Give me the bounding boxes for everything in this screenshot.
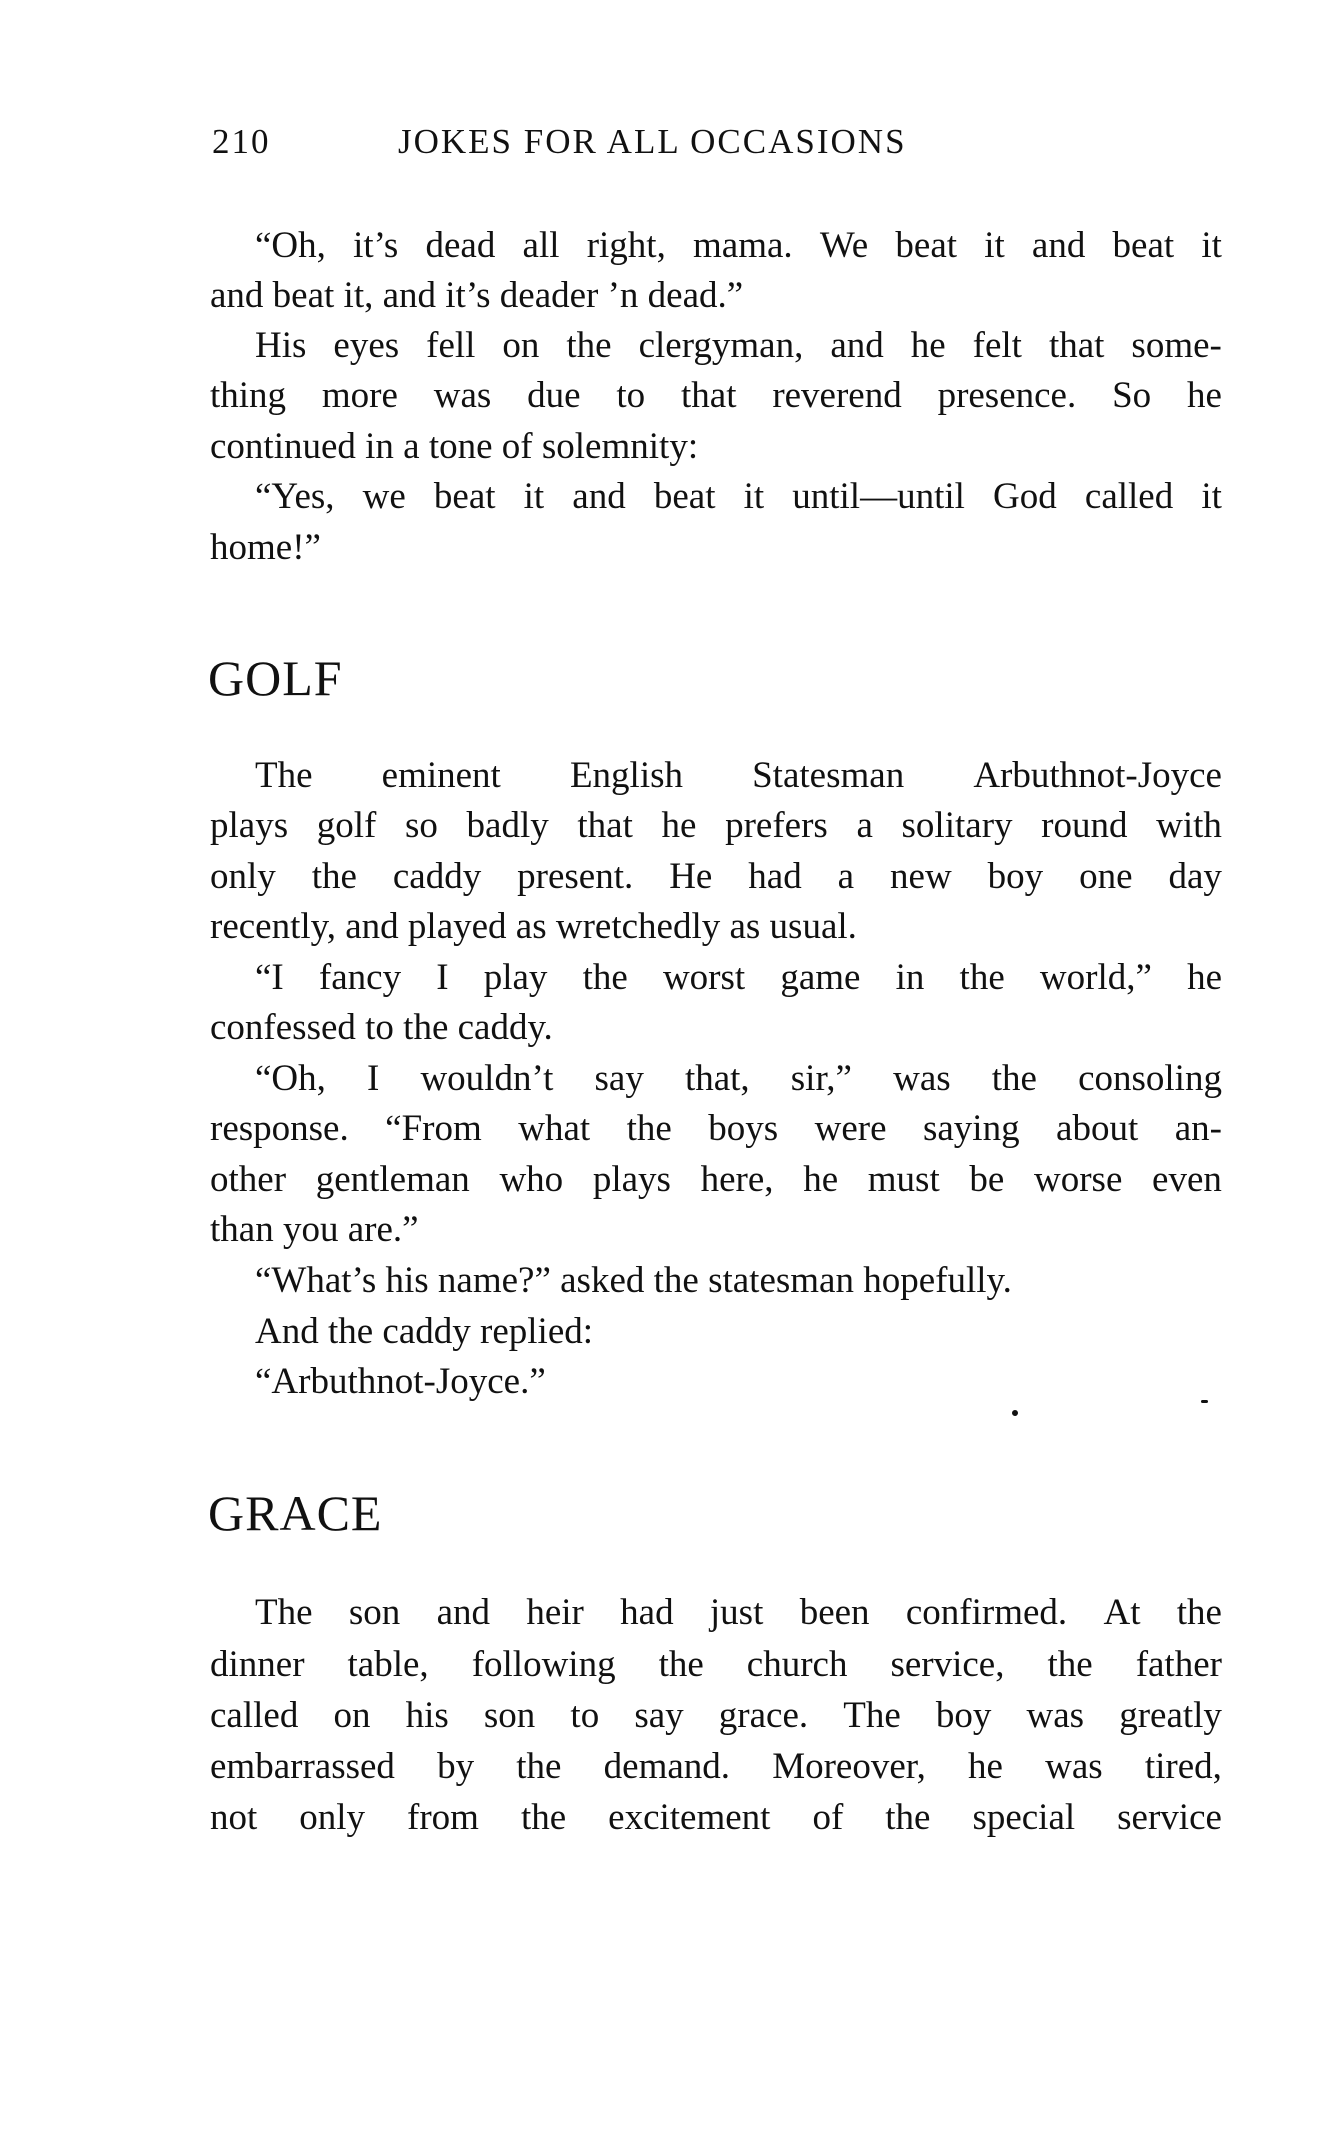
text-line: “Yes, we beat it and beat it until—until God called it bbox=[255, 476, 1222, 517]
text-line: other gentleman who plays here, he must be worse even bbox=[210, 1159, 1222, 1200]
running-title: JOKES FOR ALL OCCASIONS bbox=[398, 122, 907, 161]
text-line: and beat it, and it’s deader ’n dead.” bbox=[210, 275, 744, 316]
text-line: The eminent English Statesman Arbuthnot-Joyce bbox=[255, 755, 1222, 796]
text-line: “I fancy I play the worst game in the world,” he bbox=[255, 957, 1222, 998]
running-header bbox=[212, 122, 1032, 166]
text-line: called on his son to say grace. The boy was greatly bbox=[210, 1695, 1222, 1736]
text-line: than you are.” bbox=[210, 1209, 419, 1250]
text-line: home!” bbox=[210, 527, 321, 568]
text-line: embarrassed by the demand. Moreover, he was tired, bbox=[210, 1746, 1222, 1787]
text-line: only the caddy present. He had a new boy one day bbox=[210, 856, 1222, 897]
section-heading-golf: GOLF bbox=[208, 650, 343, 706]
text-line: “What’s his name?” asked the statesman hopefully. bbox=[255, 1260, 1012, 1301]
text-line: thing more was due to that reverend presence. So he bbox=[210, 375, 1222, 416]
text-line: “Oh, it’s dead all right, mama. We beat it and beat it bbox=[255, 225, 1222, 266]
text-line: “Arbuthnot-Joyce.” bbox=[255, 1361, 546, 1402]
section-heading-grace: GRACE bbox=[208, 1485, 383, 1541]
text-line: His eyes fell on the clergyman, and he felt that some- bbox=[255, 325, 1222, 366]
text-line: And the caddy replied: bbox=[255, 1311, 594, 1352]
page-number: 210 bbox=[212, 122, 271, 161]
text-line: not only from the excitement of the special service bbox=[210, 1797, 1222, 1838]
text-line: continued in a tone of solemnity: bbox=[210, 426, 699, 467]
text-line: The son and heir had just been confirmed. At the bbox=[255, 1592, 1222, 1633]
print-speck bbox=[1201, 1400, 1208, 1403]
text-line: “Oh, I wouldn’t say that, sir,” was the consoling bbox=[255, 1058, 1222, 1099]
text-line: dinner table, following the church service, the father bbox=[210, 1644, 1222, 1685]
text-line: confessed to the caddy. bbox=[210, 1007, 553, 1048]
text-line: response. “From what the boys were saying about an- bbox=[210, 1108, 1222, 1149]
text-line: plays golf so badly that he prefers a solitary round with bbox=[210, 805, 1222, 846]
print-speck bbox=[1012, 1410, 1018, 1416]
text-line: recently, and played as wretchedly as usual. bbox=[210, 906, 857, 947]
